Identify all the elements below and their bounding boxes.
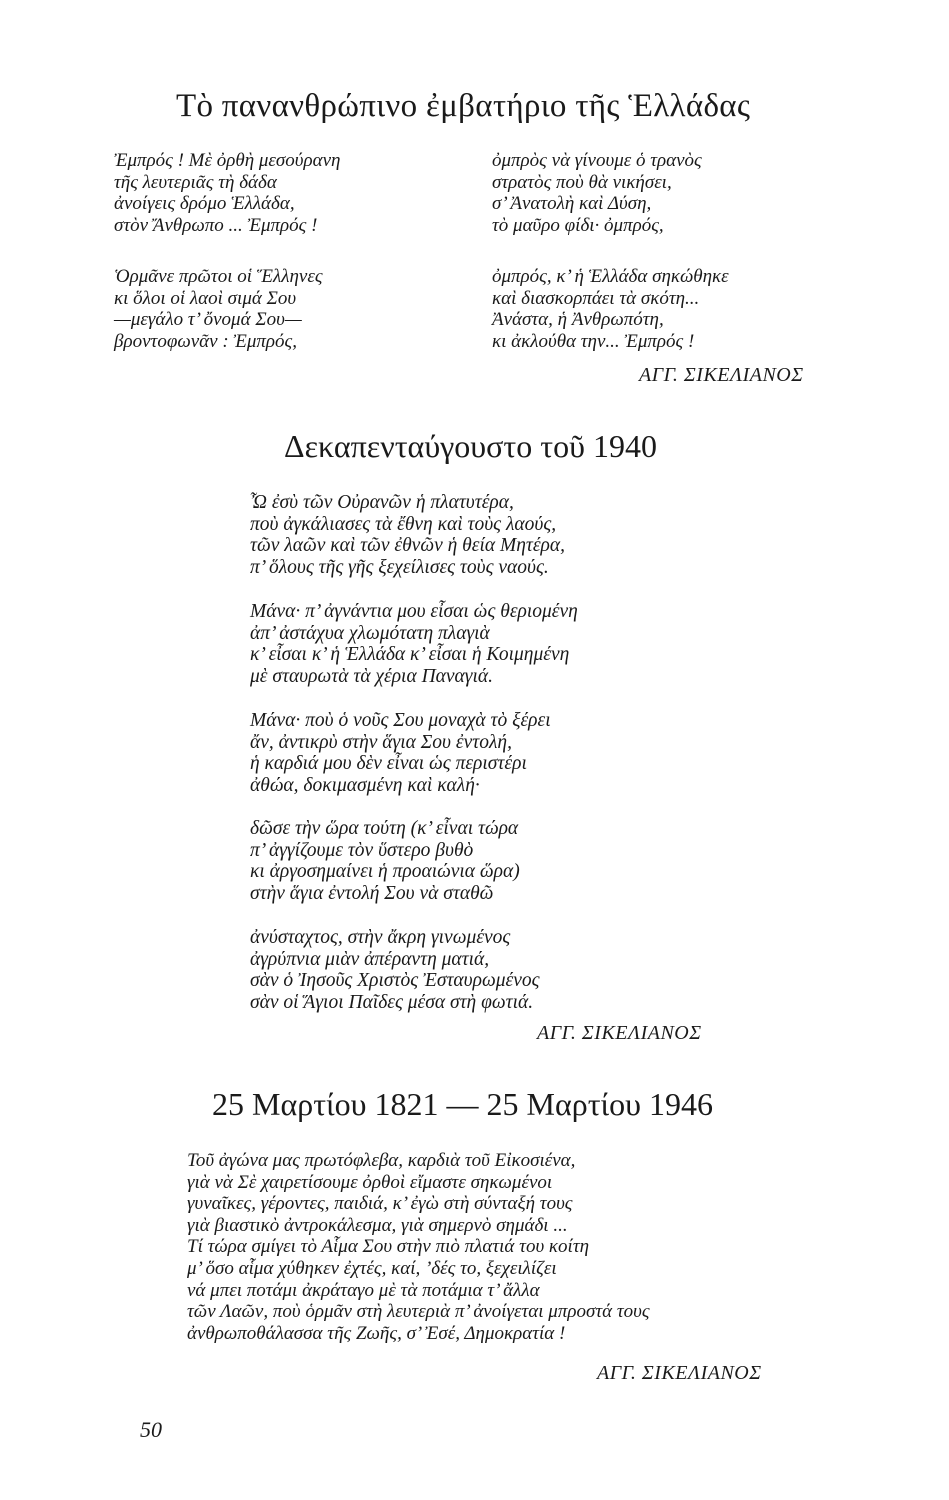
verse-line: ἀνθρωποθάλασσα τῆς Ζωῆς, σ’ Ἐσέ, Δημοκρατία ! (187, 1322, 566, 1344)
verse-line: Ἐμπρός ! Μὲ ὀρθὴ μεσούρανη (114, 150, 341, 171)
verse-line: σὰν οἱ Ἅγιοι Παῖδες μέσα στὴ φωτιά. (250, 991, 534, 1013)
verse-line: σὰν ὁ Ἰησοῦς Χριστὸς Ἐσταυρωμένος (250, 970, 540, 991)
verse-line: ποὺ ἀγκάλιασες τὰ ἔθνη καὶ τοὺς λαούς, (250, 513, 557, 535)
verse-line: στρατὸς ποὺ θὰ νικήσει, (492, 171, 672, 193)
verse-line: γιὰ νὰ Σὲ χαιρετίσουμε ὀρθοὶ εἴμαστε σηκωμένοι (187, 1171, 553, 1193)
verse-line: τῶν λαῶν καὶ τῶν ἐθνῶν ἡ θεία Μητέρα, (250, 535, 566, 556)
verse-line: κ’ εἶσαι κ’ ἡ Ἑλλάδα κ’ εἶσαι ἡ Κοιμημένη (250, 644, 570, 665)
verse-line: τῆς λευτεριᾶς τὴ δάδα (114, 171, 277, 193)
poem1-signature: ΑΓΓ. ΣΙΚΕΛΙΑΝΟΣ (639, 364, 804, 386)
verse-line: ἀθώα, δοκιμασμένη καὶ καλή· (250, 774, 480, 796)
poem2-stanza-2 (250, 601, 578, 687)
poem1-left-stanza-2 (114, 266, 323, 352)
poem3-stanza (187, 1150, 650, 1344)
verse-line: —μεγάλο τ’ ὄνομά Σου— (114, 309, 302, 330)
verse-line: Τί τώρα σμίγει τὸ Αἷμα Σου στὴν πιὸ πλατιά του κοίτη (187, 1236, 590, 1258)
poem2-stanza-3 (250, 710, 551, 796)
verse-line: Ὁρμᾶνε πρῶτοι οἱ Ἕλληνες (114, 266, 323, 287)
poem3-title: 25 Μαρτίου 1821 — 25 Μαρτίου 1946 (212, 1086, 713, 1122)
poem1-left-stanza-1 (114, 150, 340, 236)
verse-line: καὶ διασκορπάει τὰ σκότη... (492, 287, 700, 309)
verse-line: γιὰ βιαστικὸ ἀντροκάλεσμα, γιὰ σημερνὸ σημάδι ... (187, 1214, 568, 1236)
verse-line: ὀμπρὸς νὰ γίνουμε ὁ τρανὸς (492, 150, 702, 171)
verse-line: Ἀνάστα, ἡ Ἀνθρωπότη, (492, 309, 664, 330)
poem1-right-stanza-2 (492, 266, 729, 352)
poem1-right-stanza-1 (492, 150, 702, 236)
verse-line: μ’ ὅσο αἷμα χύθηκεν ἐχτές, καί, ’δές το, ξεχειλίζει (187, 1257, 557, 1279)
verse-line: κι ἀργοσημαίνει ἡ προαιώνια ὥρα) (250, 861, 520, 882)
poem2-title: Δεκαπενταύγουστο τοῦ 1940 (284, 428, 657, 464)
verse-line: μὲ σταυρωτὰ τὰ χέρια Παναγιά. (250, 665, 494, 687)
verse-line: ἀνύσταχτος, στὴν ἄκρη γινωμένος (250, 927, 511, 948)
verse-line: Μάνα· ποὺ ὁ νοῦς Σου μοναχὰ τὸ ξέρει (250, 710, 551, 731)
verse-line: ἄν, ἀντικρὺ στὴν ἅγια Σου ἐντολή, (250, 731, 512, 753)
verse-line: τῶν Λαῶν, ποὺ ὁρμᾶν στὴ λευτεριὰ π’ ἀνοίγεται μπροστά τους (187, 1301, 650, 1323)
verse-line: γυναῖκες, γέροντες, παιδιά, κ’ ἐγὼ στὴ σύνταξή τους (187, 1193, 573, 1215)
poem1-title: Τὸ πανανθρώπινο ἐμβατήριο τῆς Ἑλλάδας (176, 88, 751, 124)
verse-line: ὀμπρός, κ’ ἡ Ἑλλάδα σηκώθηκε (492, 266, 729, 287)
verse-line: Ὦ ἐσὺ τῶν Οὐρανῶν ἡ πλατυτέρα, (250, 492, 514, 513)
verse-line: στὴν ἅγια ἐντολή Σου νὰ σταθῶ (250, 882, 494, 904)
verse-line: ἀγρύπνια μιὰν ἀπέραντη ματιά, (250, 948, 490, 970)
verse-line: στὸν Ἄνθρωπο ... Ἐμπρός ! (114, 214, 318, 236)
poem2-signature: ΑΓΓ. ΣΙΚΕΛΙΑΝΟΣ (537, 1022, 702, 1044)
poem3-signature: ΑΓΓ. ΣΙΚΕΛΙΑΝΟΣ (597, 1362, 762, 1384)
verse-line: βροντοφωνᾶν : Ἐμπρός, (114, 330, 298, 352)
verse-line: Τοῦ ἀγώνα μας πρωτόφλεβα, καρδιὰ τοῦ Εἰκοσιένα, (187, 1150, 576, 1171)
poem2-stanza-1 (250, 492, 565, 578)
verse-line: ἡ καρδιά μου δὲν εἶναι ὡς περιστέρι (250, 753, 527, 774)
verse-line: κι ὅλοι οἱ λαοὶ σιμά Σου (114, 287, 297, 309)
poem2-stanza-4 (250, 818, 520, 904)
page-number: 50 (140, 1417, 162, 1442)
verse-line: νά μπει ποτάμι ἀκράταγο μὲ τὰ ποτάμια τ’ ἄλλα (187, 1279, 540, 1301)
verse-line: κι ἀκλούθα την... Ἐμπρός ! (492, 330, 695, 352)
verse-line: δῶσε τὴν ὥρα τούτη (κ’ εἶναι τώρα (250, 818, 519, 839)
verse-line: ἀνοίγεις δρόμο Ἑλλάδα, (114, 193, 295, 214)
poem2-stanza-5 (250, 927, 540, 1013)
verse-line: τὸ μαῦρο φίδι· ὀμπρός, (492, 214, 664, 236)
verse-line: π’ ὅλους τῆς γῆς ξεχείλισες τοὺς ναούς. (250, 556, 549, 578)
verse-line: Μάνα· π’ ἀγνάντια μου εἶσαι ὡς θεριομένη (250, 601, 578, 622)
verse-line: π’ ἀγγίζουμε τὸν ὕστερο βυθὸ (250, 839, 474, 861)
verse-line: ἀπ’ ἀστάχυα χλωμότατη πλαγιὰ (250, 622, 490, 644)
verse-line: σ’ Ἀνατολὴ καὶ Δύση, (492, 193, 652, 214)
